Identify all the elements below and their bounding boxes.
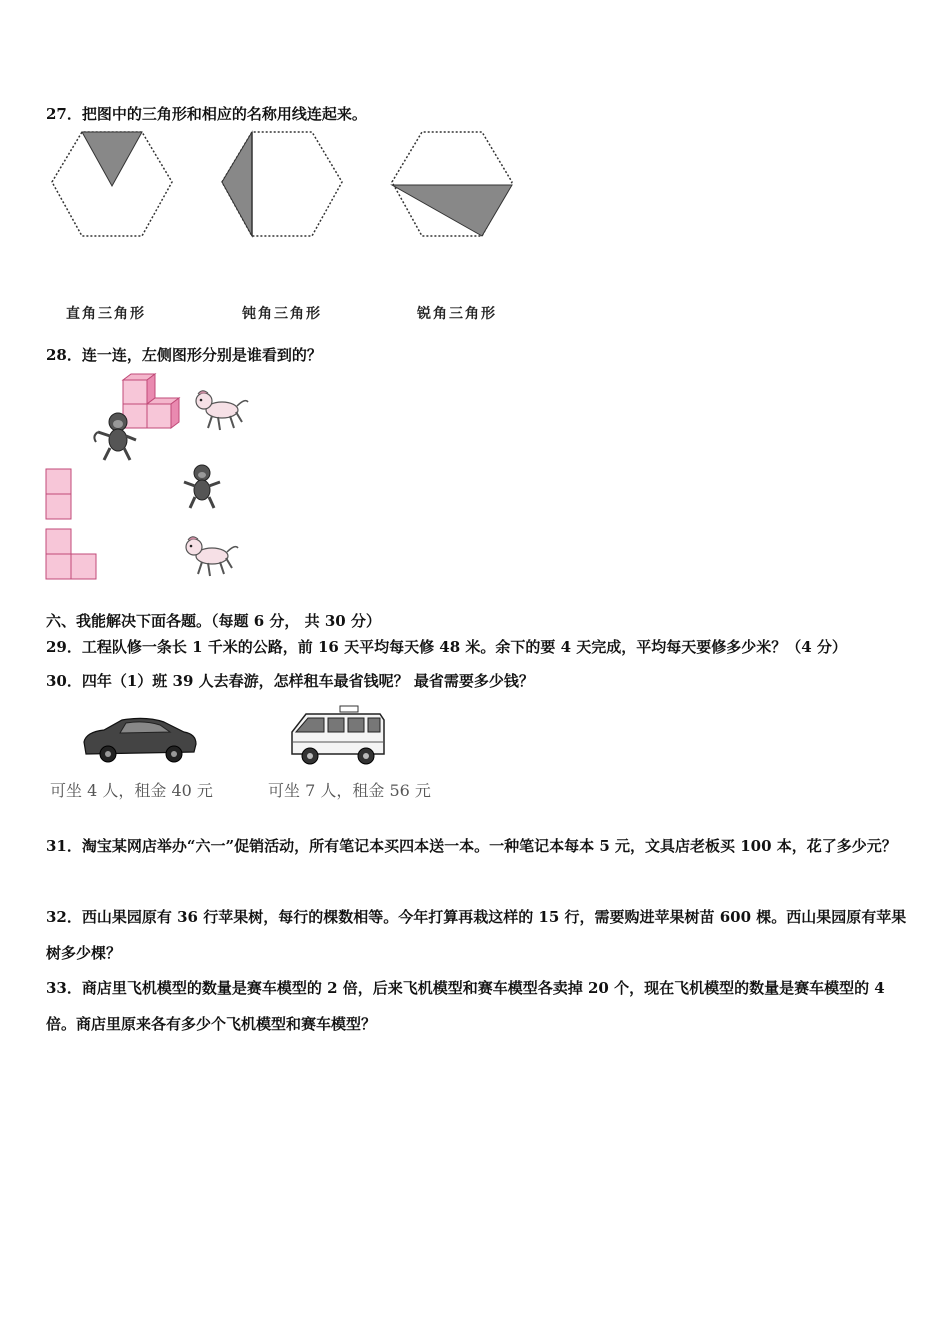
question-33: 33．商店里飞机模型的数量是赛车模型的 2 倍，后来飞机模型和赛车模型各卖掉 20 个，现在飞机模型的数量是赛车模型的 4 倍。商店里原来各有多少个飞机模型和赛车模型？ xyxy=(46,979,885,1033)
label-acute-triangle: 锐角三角形 xyxy=(417,306,497,322)
car-icon xyxy=(80,712,200,764)
question-31: 31．淘宝某网店举办“六一”促销活动，所有笔记本买四本送一本。一种笔记本每本 5 元，文具店老板买 100 本，花了多少元？ xyxy=(46,837,897,855)
front-view-shape xyxy=(44,467,74,521)
van-icon xyxy=(288,704,388,770)
side-view-shape xyxy=(44,527,100,581)
question-30: 30．四年（1）班 39 人去春游，怎样租车最省钱呢？ 最省需要多少钱？ xyxy=(46,672,534,690)
van-price-label: 可坐 7 人，租金 56 元 xyxy=(268,781,431,800)
hexagon-figure-1 xyxy=(50,130,175,240)
car-price-label: 可坐 4 人，租金 40 元 xyxy=(50,781,213,800)
label-right-triangle: 直角三角形 xyxy=(66,306,146,322)
dog-icon xyxy=(180,534,240,580)
label-obtuse-triangle: 钝角三角形 xyxy=(242,306,322,322)
question-32: 32．西山果园原有 36 行苹果树，每行的棵数相等。今年打算再栽这样的 15 行，需要购进苹果树苗 600 棵。西山果园原有苹果树多少棵？ xyxy=(46,908,907,962)
question-29: 29．工程队修一条长 1 千米的公路，前 16 天平均每天修 48 米。余下的要 4 天完成，平均每天要修多少米？（4 分） xyxy=(46,638,847,656)
section-6-title: 六、我能解决下面各题。（每题 6 分， 共 30 分） xyxy=(46,612,381,630)
dog-icon xyxy=(190,388,250,434)
monkey-icon xyxy=(180,464,226,512)
question-27: 27．把图中的三角形和相应的名称用线连起来。 xyxy=(46,105,367,123)
hexagon-figure-3 xyxy=(390,130,515,240)
monkey-icon xyxy=(92,412,140,464)
hexagon-figure-2 xyxy=(220,130,345,240)
question-28: 28．连一连，左侧图形分别是谁看到的？ xyxy=(46,346,322,364)
